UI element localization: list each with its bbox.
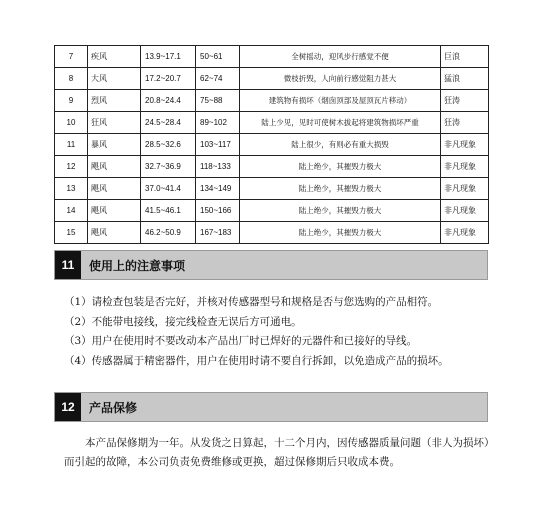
land-effect-cell: 陆上绝少，其摧毁力极大 (240, 178, 441, 200)
land-effect-cell: 陆上很少，有则必有重大损毁 (240, 134, 441, 156)
wind-speed-kmh-cell: 62~74 (196, 68, 240, 90)
wind-speed-ms-cell: 41.5~46.1 (141, 200, 196, 222)
wind-speed-kmh-cell: 103~117 (196, 134, 240, 156)
section-11-header (54, 250, 488, 280)
wind-name-cell: 疾风 (88, 46, 141, 68)
table-row (55, 178, 489, 200)
wind-level-cell: 12 (55, 156, 88, 178)
wind-speed-kmh-cell: 167~183 (196, 222, 240, 244)
sea-state-cell: 猛浪 (441, 68, 489, 90)
list-item: （4）传感器属于精密器件，用户在使用时请不要自行拆卸，以免造成产品的损坏。 (64, 354, 449, 367)
warranty-paragraph: 本产品保修期为一年。从发货之日算起，十二个月内，因传感器质量问题（非人为损坏）而引起的故障，本公司负责免费维修或更换，超过保修期后只收成本费。 (64, 437, 495, 468)
table-row (55, 68, 489, 90)
wind-level-cell: 11 (55, 134, 88, 156)
wind-name-cell: 烈风 (88, 90, 141, 112)
wind-speed-kmh-cell: 50~61 (196, 46, 240, 68)
land-effect-cell: 建筑物有损坏（烟囱顶部及屋顶瓦片移动） (240, 90, 441, 112)
wind-level-cell: 10 (55, 112, 88, 134)
wind-speed-ms-cell: 17.2~20.7 (141, 68, 196, 90)
wind-speed-ms-cell: 37.0~41.4 (141, 178, 196, 200)
sea-state-cell: 非凡现象 (441, 200, 489, 222)
wind-speed-ms-cell: 32.7~36.9 (141, 156, 196, 178)
list-item: （2）不能带电接线，接完线检查无误后方可通电。 (64, 315, 302, 328)
table-row (55, 156, 489, 178)
wind-name-cell: 狂风 (88, 112, 141, 134)
list-item: （3）用户在使用时不要改动本产品出厂时已焊好的元器件和已接好的导线。 (64, 335, 418, 347)
wind-speed-kmh-cell: 89~102 (196, 112, 240, 134)
wind-name-cell: 飓风 (88, 222, 141, 244)
wind-level-cell: 15 (55, 222, 88, 244)
usage-notes-list (64, 293, 449, 371)
wind-scale-table (54, 45, 489, 244)
wind-speed-ms-cell: 46.2~50.9 (141, 222, 196, 244)
section-title: 产品保修 (89, 400, 138, 415)
land-effect-cell: 陆上绝少，其摧毁力极大 (240, 222, 441, 244)
sea-state-cell: 非凡现象 (441, 222, 489, 244)
list-item: （1）请检查包装是否完好，并核对传感器型号和规格是否与您选购的产品相符。 (64, 296, 439, 308)
wind-speed-ms-cell: 20.8~24.4 (141, 90, 196, 112)
wind-speed-kmh-cell: 75~88 (196, 90, 240, 112)
wind-speed-kmh-cell: 134~149 (196, 178, 240, 200)
wind-speed-ms-cell: 13.9~17.1 (141, 46, 196, 68)
section-number: 11 (55, 251, 81, 279)
land-effect-cell: 全树摇动，迎风步行感觉不便 (240, 46, 441, 68)
sea-state-cell: 狂涛 (441, 112, 489, 134)
wind-level-cell: 13 (55, 178, 88, 200)
section-number: 12 (55, 393, 81, 421)
wind-name-cell: 暴风 (88, 134, 141, 156)
wind-table-body (55, 46, 489, 244)
wind-speed-kmh-cell: 150~166 (196, 200, 240, 222)
sea-state-cell: 巨浪 (441, 46, 489, 68)
land-effect-cell: 微枝折毁，人向前行感觉阻力甚大 (240, 68, 441, 90)
wind-level-cell: 9 (55, 90, 88, 112)
table-row (55, 46, 489, 68)
section-12-header (54, 392, 488, 422)
table-row (55, 200, 489, 222)
sea-state-cell: 非凡现象 (441, 134, 489, 156)
table-row (55, 222, 489, 244)
land-effect-cell: 陆上少见，见时可使树木拔起将建筑物损坏严重 (240, 112, 441, 134)
wind-speed-ms-cell: 24.5~28.4 (141, 112, 196, 134)
land-effect-cell: 陆上绝少，其摧毁力极大 (240, 200, 441, 222)
wind-name-cell: 飓风 (88, 156, 141, 178)
sea-state-cell: 狂涛 (441, 90, 489, 112)
table-row (55, 134, 489, 156)
land-effect-cell: 陆上绝少，其摧毁力极大 (240, 156, 441, 178)
table-row (55, 90, 489, 112)
wind-level-cell: 7 (55, 46, 88, 68)
wind-level-cell: 14 (55, 200, 88, 222)
wind-level-cell: 8 (55, 68, 88, 90)
table-row (55, 112, 489, 134)
wind-name-cell: 飓风 (88, 200, 141, 222)
section-title: 使用上的注意事项 (89, 258, 186, 273)
wind-name-cell: 大风 (88, 68, 141, 90)
sea-state-cell: 非凡现象 (441, 178, 489, 200)
wind-speed-kmh-cell: 118~133 (196, 156, 240, 178)
wind-speed-ms-cell: 28.5~32.6 (141, 134, 196, 156)
wind-name-cell: 飓风 (88, 178, 141, 200)
sea-state-cell: 非凡现象 (441, 156, 489, 178)
